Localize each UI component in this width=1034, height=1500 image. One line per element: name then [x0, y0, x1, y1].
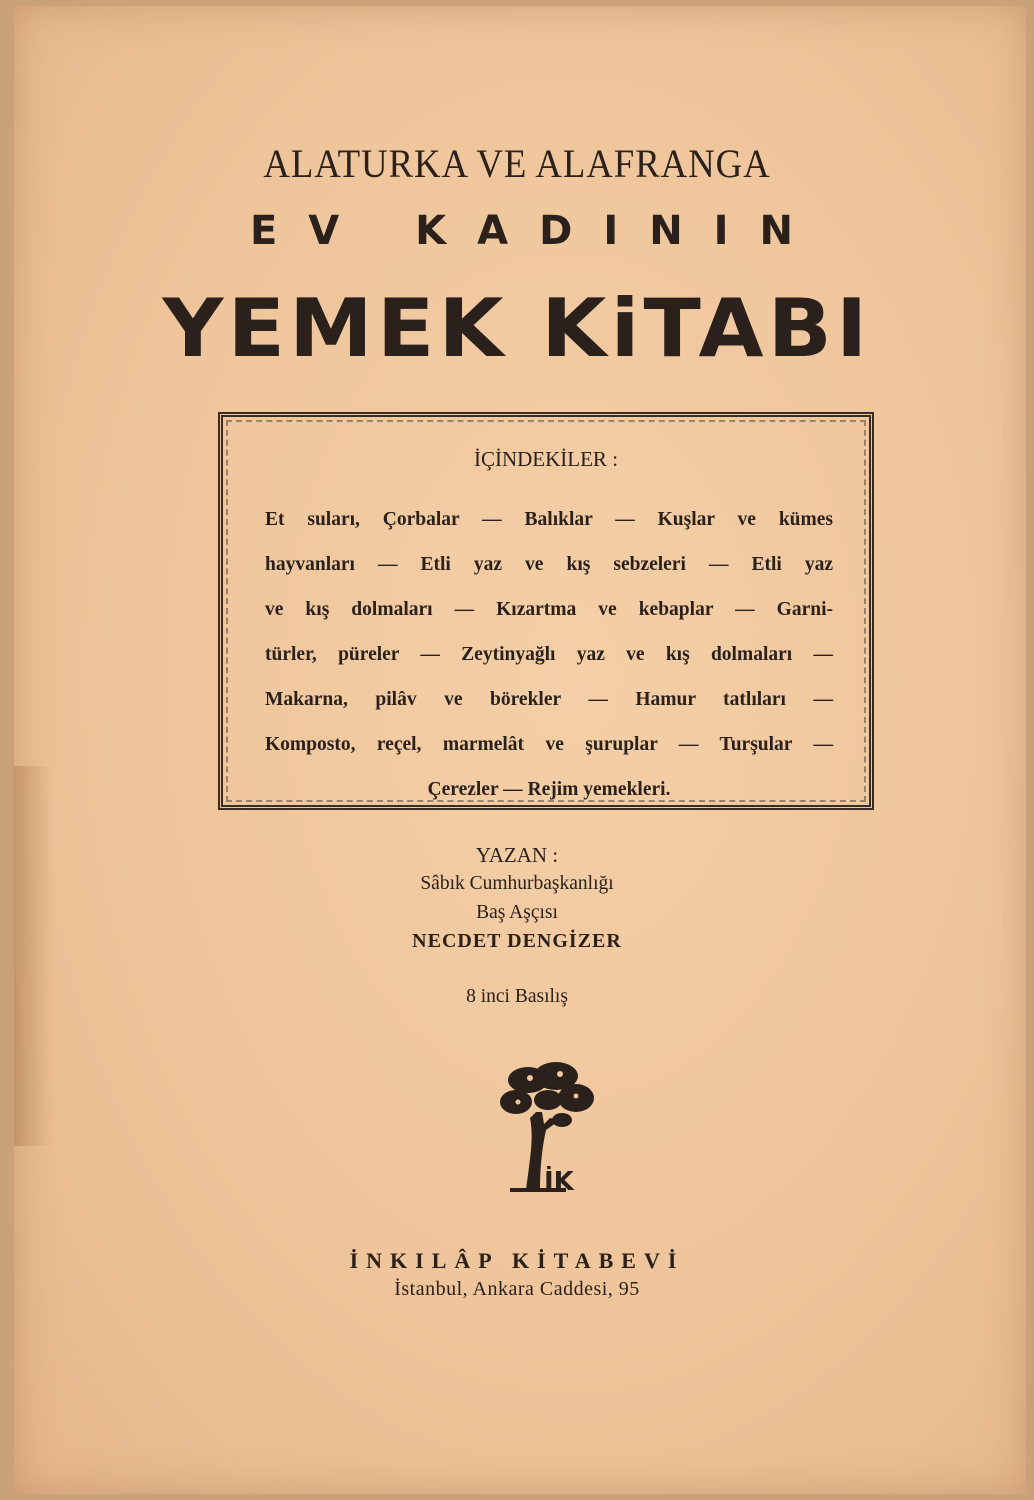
paper-stain: [14, 766, 54, 1146]
publisher-name: İNKILÂP KİTABEVİ: [349, 1248, 685, 1273]
contents-line: Komposto, reçel, marmelât ve şuruplar — Turşular —: [265, 734, 833, 755]
contents-line: ve kış dolmaları — Kızartma ve kebaplar — Garni-: [265, 599, 833, 620]
publisher-tree-logo: [490, 1058, 600, 1198]
contents-line: Et suları, Çorbalar — Balıklar — Kuşlar ve kümes: [265, 509, 833, 530]
contents-line: Çerezler — Rejim yemekleri.: [427, 779, 671, 800]
title-line-3: YEMEK KiTABI: [162, 282, 872, 375]
author-name: NECDET DENGİZER: [412, 930, 622, 952]
title-line-2: EV KADININ: [249, 208, 825, 254]
author-label: YAZAN :: [475, 843, 559, 867]
contents-line: Makarna, pilâv ve börekler — Hamur tatlıları —: [265, 689, 833, 710]
author-role-line-1: Sâbık Cumhurbaşkanlığı: [420, 873, 614, 894]
publisher-address: İstanbul, Ankara Caddesi, 95: [394, 1278, 640, 1300]
contents-line: türler, püreler — Zeytinyağlı yaz ve kış dolmaları —: [265, 644, 833, 665]
edition-text: 8 inci Basılış: [466, 986, 568, 1007]
contents-heading: İÇİNDEKİLER :: [473, 447, 619, 471]
logo-monogram: İK: [544, 1167, 574, 1197]
contents-line: hayvanları — Etli yaz ve kış sebzeleri — Etli yaz: [265, 554, 833, 575]
contents-list: [265, 497, 833, 812]
contents-frame: [218, 412, 874, 810]
author-role-line-2: Baş Aşçısı: [476, 902, 558, 923]
title-line-1: ALATURKA VE ALAFRANGA: [263, 141, 771, 186]
